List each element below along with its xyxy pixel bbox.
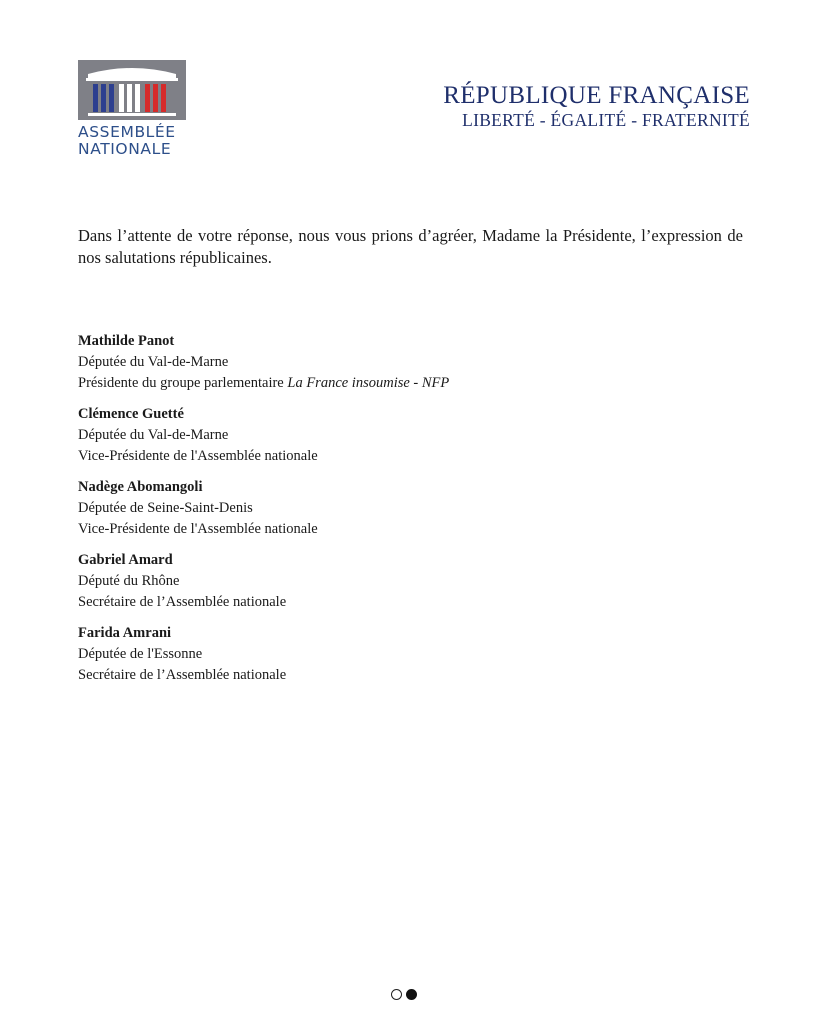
page-1-dot-icon[interactable] (391, 989, 402, 1000)
republic-header (443, 82, 750, 130)
signatory-role: Secrétaire de l’Assemblée nationale (78, 667, 287, 683)
signatory-block (78, 623, 738, 686)
republic-title: RÉPUBLIQUE FRANÇAISE (443, 82, 750, 109)
signatory-constituency: Député du Rhône (78, 573, 180, 589)
signatory-name: Nadège Abomangoli (78, 479, 203, 495)
logo-line-1: ASSEMBLÉE (78, 123, 176, 141)
building-columns-icon (78, 60, 186, 120)
signatory-constituency: Députée de l'Essonne (78, 646, 203, 662)
signatory-constituency: Députée de Seine-Saint-Denis (78, 500, 253, 516)
page-2-dot-icon[interactable] (406, 989, 417, 1000)
signatory-name: Gabriel Amard (78, 552, 173, 568)
signatory-block (78, 550, 738, 613)
signatory-role (78, 373, 738, 394)
assemblee-nationale-logo (78, 60, 188, 158)
signatory-name: Farida Amrani (78, 625, 172, 641)
logo-wordmark (78, 124, 188, 158)
signatory-block (78, 404, 738, 467)
signatory-list (78, 331, 738, 696)
signatory-block (78, 477, 738, 540)
signatory-block (78, 331, 738, 394)
signatory-constituency: Députée du Val-de-Marne (78, 354, 229, 370)
signatory-name: Mathilde Panot (78, 333, 175, 349)
signatory-role: Vice-Présidente de l'Assemblée nationale (78, 448, 318, 464)
signatory-role: Vice-Présidente de l'Assemblée nationale (78, 521, 318, 537)
closing-paragraph: Dans l’attente de votre réponse, nous vous prions d’agréer, Madame la Présidente, l’expression de nos salutations républicaines. (78, 226, 743, 267)
hemicycle-emblem-icon (78, 60, 186, 120)
signatory-role: Secrétaire de l’Assemblée nationale (78, 594, 287, 610)
logo-line-2: NATIONALE (78, 140, 172, 158)
republic-motto: LIBERTÉ - ÉGALITÉ - FRATERNITÉ (462, 110, 750, 130)
signatory-role-text: Présidente du groupe parlementaire (78, 375, 288, 391)
signatory-name: Clémence Guetté (78, 406, 184, 422)
signatory-constituency: Députée du Val-de-Marne (78, 427, 229, 443)
group-name: La France insoumise - NFP (287, 375, 450, 391)
page-indicator (391, 989, 417, 1000)
